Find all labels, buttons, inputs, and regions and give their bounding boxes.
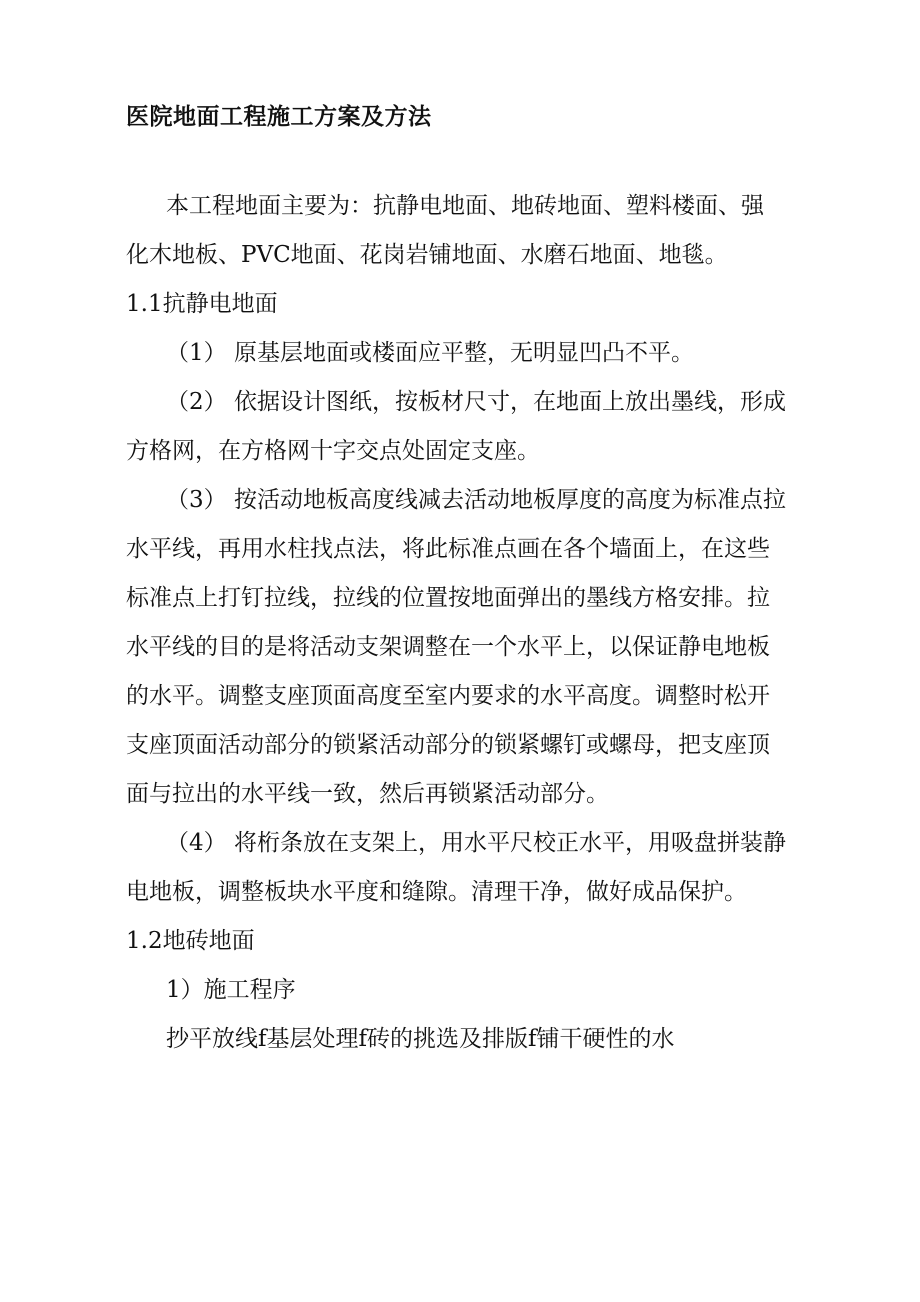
step-2-paragraph: （2） 依据设计图纸，按板材尺寸，在地面上放出墨线，形成方格网，在方格网十字交点处固定支座。 xyxy=(126,389,786,464)
subsection-heading: 1）施工程序 xyxy=(166,977,296,1003)
document-body xyxy=(126,182,786,1064)
step-3-paragraph: （3） 按活动地板高度线减去活动地板厚度的高度为标准点拉水平线，再用水柱找点法，将此标准点画在各个墙面上，在这些标准点上打钉拉线，拉线的位置按地面弹出的墨线方格安排。拉水平线的目的是将活动支架调整在一个水平上，以保证静电地板的水平。调整支座顶面高度至室内要求的水平高度。调整时松开支座顶面活动部分的锁紧活动部分的锁紧螺钉或螺母，把支座顶面与拉出的水平线一致，然后再锁紧活动部分。 xyxy=(126,487,786,807)
step-1-paragraph: （1） 原基层地面或楼面应平整，无明显凹凸不平。 xyxy=(166,340,694,366)
step-4-paragraph: （4） 将桁条放在支架上，用水平尺校正水平，用吸盘拼装静电地板，调整板块水平度和缝隙。清理干净，做好成品保护。 xyxy=(126,830,786,905)
section-heading-1-2: 1.2地砖地面 xyxy=(126,928,255,954)
section-heading-1-1: 1.1抗静电地面 xyxy=(126,291,278,317)
intro-paragraph: 本工程地面主要为：抗静电地面、地砖地面、塑料楼面、强化木地板、PVC地面、花岗岩铺地面、水磨石地面、地毯。 xyxy=(126,193,764,268)
document-title: 医院地面工程施工方案及方法 xyxy=(126,103,432,130)
procedure-line: 抄平放线f基层处理f砖的挑选及排版f铺干硬性的水 xyxy=(166,1026,675,1052)
